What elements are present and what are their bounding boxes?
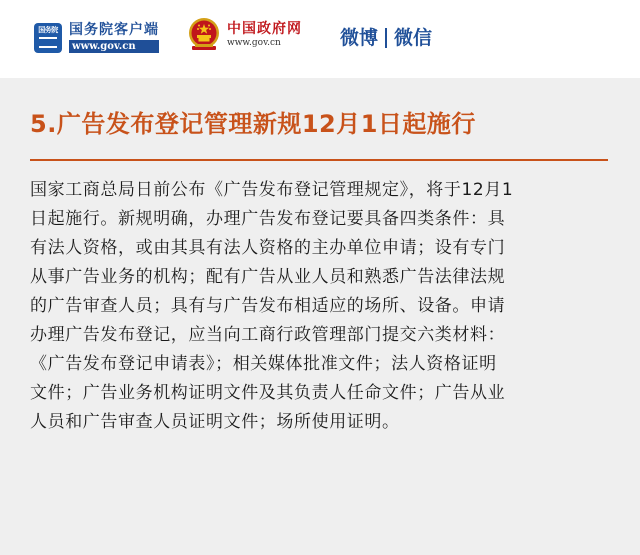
badge-text: 国务院 bbox=[38, 25, 58, 34]
article-body-line: 有法人资格，或由其具有法人资格的主办单位申请；设有专门 bbox=[30, 238, 506, 258]
article-body-line: 日起施行。新规明确，办理广告发布登记要具备四类条件：具 bbox=[30, 209, 506, 229]
article-body bbox=[30, 176, 610, 437]
article-body-line: 从事广告业务的机构；配有广告从业人员和熟悉广告法律法规 bbox=[30, 267, 506, 287]
article-body-line: 文件；广告业务机构证明文件及其负责人任命文件；广告从业 bbox=[30, 383, 506, 403]
gov-website-url: www.gov.cn bbox=[227, 37, 281, 48]
gov-website-logo[interactable] bbox=[187, 16, 302, 52]
gov-website-title: 中国政府网 bbox=[227, 20, 302, 37]
title-divider bbox=[30, 159, 608, 161]
social-links bbox=[340, 26, 432, 50]
weibo-link[interactable]: 微博 bbox=[340, 27, 379, 49]
state-council-badge-icon bbox=[34, 23, 62, 53]
gov-app-url: www.gov.cn bbox=[69, 40, 159, 53]
article-body-line: 人员和广告审查人员证明文件；场所使用证明。 bbox=[30, 412, 400, 432]
gov-app-logo[interactable] bbox=[34, 22, 159, 53]
article-title: 5.广告发布登记管理新规12月1日起施行 bbox=[30, 110, 476, 138]
gov-app-title: 国务院客户端 bbox=[69, 22, 159, 38]
weixin-link[interactable]: 微信 bbox=[394, 27, 433, 49]
header bbox=[0, 0, 640, 78]
article-body-line: 办理广告发布登记，应当向工商行政管理部门提交六类材料： bbox=[30, 325, 506, 345]
article-body-line: 《广告发布登记申请表》；相关媒体批准文件；法人资格证明 bbox=[30, 354, 497, 374]
social-divider bbox=[385, 28, 387, 48]
national-emblem-icon bbox=[187, 16, 221, 52]
article-body-line: 国家工商总局日前公布《广告发布登记管理规定》，将于12月1 bbox=[30, 180, 514, 200]
article-body-line: 的广告审查人员；具有与广告发布相适应的场所、设备。申请 bbox=[30, 296, 506, 316]
